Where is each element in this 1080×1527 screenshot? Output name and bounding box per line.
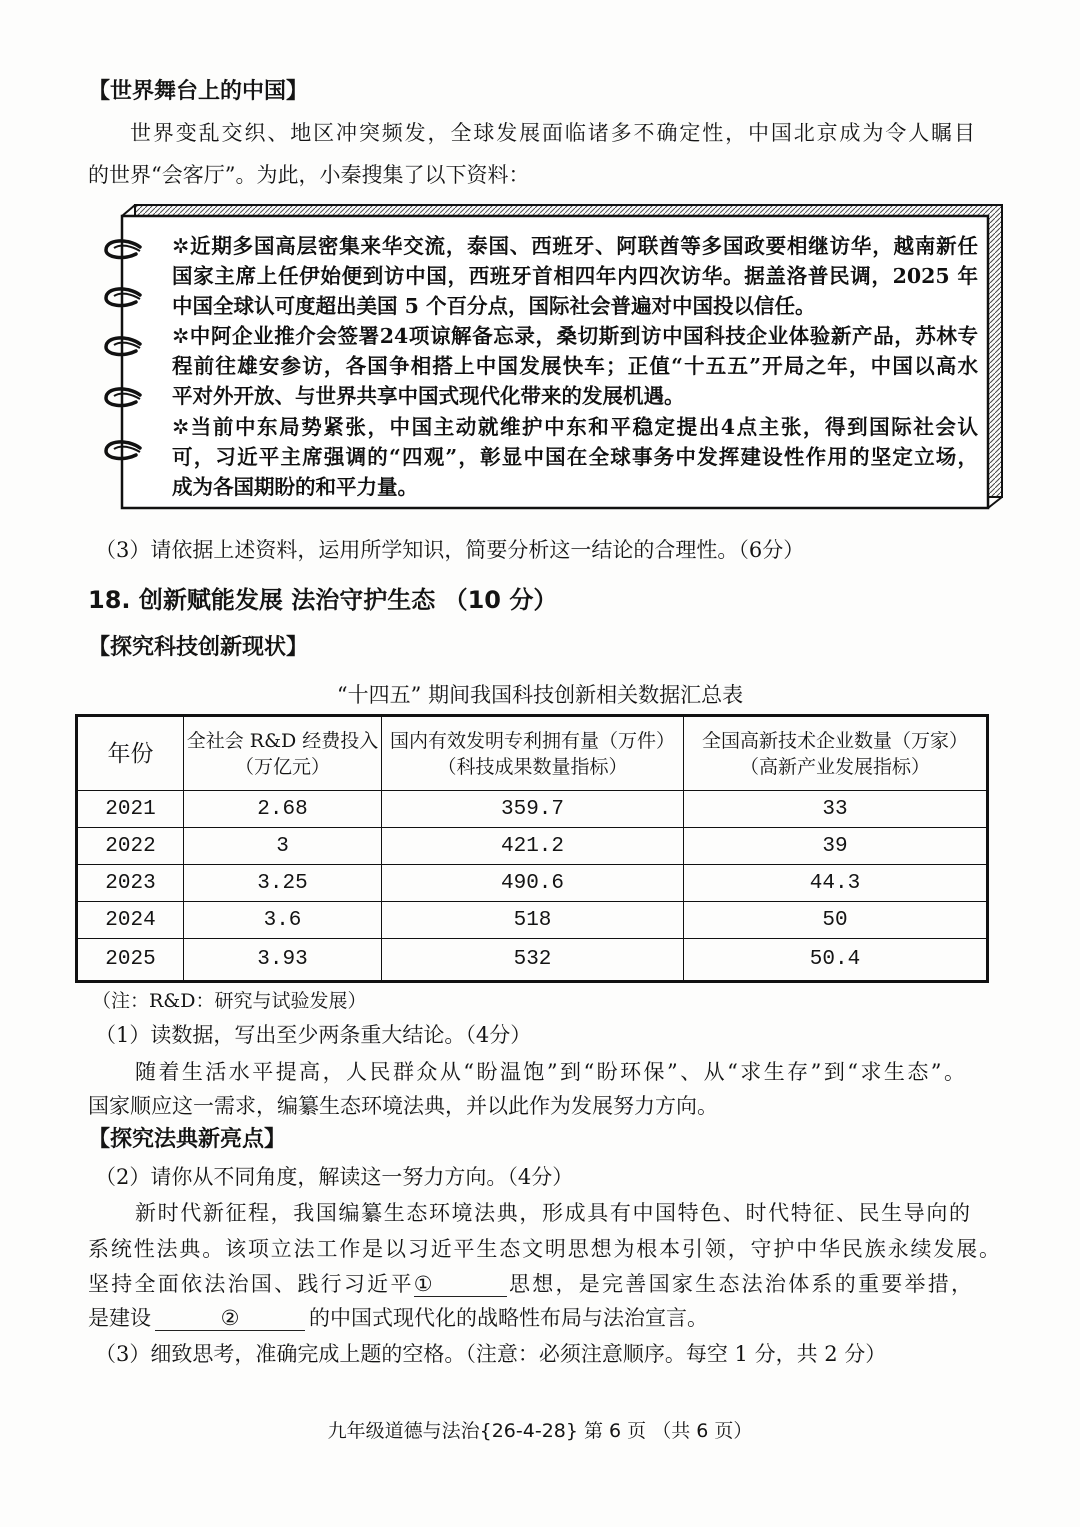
code-paragraph-text: 的中国式现代化的战略性布局与法治宣言。	[309, 1306, 708, 1330]
cell-patents: 518	[382, 902, 684, 939]
material-item-line	[172, 321, 978, 351]
cell-hightech-firms: 44.3	[684, 865, 988, 902]
column-header-patents	[382, 716, 684, 791]
material-item-line	[172, 412, 978, 442]
column-header-label: 全国高新技术企业数量（万家）	[701, 729, 968, 752]
material-text: 近期多国高层密集来华交流，泰国、西班牙、阿联酋等多国政要相继访华，越南新任	[189, 234, 978, 258]
cell-rd-investment: 3.25	[184, 865, 382, 902]
table-row	[77, 828, 988, 865]
material-item-line	[172, 231, 978, 261]
cell-rd-investment: 2.68	[184, 791, 382, 828]
cell-year: 2024	[77, 902, 184, 939]
materials-list	[172, 231, 978, 502]
intro-line: 世界变乱交织、地区冲突频发，全球发展面临诸多不确定性，中国北京成为令人瞩目	[130, 121, 975, 145]
table-row	[77, 902, 988, 939]
tech-innovation-table	[75, 714, 989, 983]
section-heading-world: 【世界舞台上的中国】	[88, 79, 309, 104]
cell-year: 2022	[77, 828, 184, 865]
column-header-rd-investment	[184, 716, 382, 791]
intro-line: 的世界“会客厅”。为此，小秦搜集了以下资料：	[88, 163, 530, 187]
column-header-unit: （高新产业发展指标）	[739, 755, 930, 778]
code-paragraph-line	[88, 1303, 708, 1333]
table-row	[77, 939, 988, 982]
column-header-label: 全社会 R&D 经费投入	[186, 729, 379, 752]
question-18-1: （1）读数据，写出至少两条重大结论。（4分）	[95, 1023, 532, 1047]
cell-patents: 421.2	[382, 828, 684, 865]
section-heading-code: 【探究法典新亮点】	[88, 1127, 287, 1152]
material-item-line: 成为各国期盼的和平力量。	[172, 474, 418, 499]
bullet-icon: ✲	[172, 234, 190, 258]
cell-rd-investment: 3.93	[184, 939, 382, 982]
table-note: （注：R&D：研究与试验发展）	[92, 990, 367, 1012]
cell-rd-investment: 3.6	[184, 902, 382, 939]
question-18-3: （3）细致思考，准确完成上题的空格。（注意：必须注意顺序。每空 1 分，共 2 分）	[95, 1342, 887, 1366]
cell-year: 2021	[77, 791, 184, 828]
column-header-unit: （科技成果数量指标）	[437, 755, 628, 778]
cell-year: 2025	[77, 939, 184, 982]
cell-hightech-firms: 39	[684, 828, 988, 865]
column-header-hightech-firms	[684, 716, 988, 791]
code-paragraph-text: 思想，是完善国家生态法治体系的重要举措，	[506, 1272, 973, 1296]
notebook-corner-edge	[988, 497, 1002, 508]
column-header-label: 国内有效发明专利拥有量（万件）	[389, 729, 675, 752]
cell-hightech-firms: 50	[684, 902, 988, 939]
question-18-title: 18. 创新赋能发展 法治守护生态 （10 分）	[88, 586, 558, 614]
column-header-year	[77, 716, 184, 791]
cell-year: 2023	[77, 865, 184, 902]
question-17-3: （3）请依据上述资料，运用所学知识，简要分析这一结论的合理性。（6分）	[95, 538, 805, 562]
cell-patents: 490.6	[382, 865, 684, 902]
column-header-label: 年份	[107, 740, 154, 767]
cell-rd-investment: 3	[184, 828, 382, 865]
notebook-corner-edge	[122, 205, 135, 216]
context-line: 国家顺应这一需求，编纂生态环境法典，并以此作为发展努力方向。	[88, 1094, 718, 1118]
bullet-icon: ✲	[172, 324, 190, 349]
section-heading-tech: 【探究科技创新现状】	[88, 635, 309, 660]
table-header-row	[77, 716, 988, 791]
fill-blank-2: ②	[155, 1306, 305, 1331]
material-item-line: 平对外开放、与世界共享中国式现代化带来的发展机遇。	[172, 384, 685, 409]
code-paragraph-line: 新时代新征程，我国编纂生态环境法典，形成具有中国特色、时代特征、民生导向的	[135, 1201, 970, 1225]
table-row	[77, 791, 988, 828]
page-footer: 九年级道德与法治{26-4-28} 第 6 页 （共 6 页）	[327, 1420, 753, 1442]
cell-patents: 359.7	[382, 791, 684, 828]
material-text: 当前中东局势紧张，中国主动就维护中东和平稳定提出4点主张，得到国际社会认	[189, 414, 978, 439]
code-paragraph-line: 系统性法典。该项立法工作是以习近平生态文明思想为根本引领，守护中华民族永续发展。	[88, 1237, 1000, 1261]
table-row	[77, 865, 988, 902]
material-item-line: 程前往雄安参访，各国争相搭上中国发展快车；正值“十五五”开局之年，中国以高水	[172, 354, 978, 379]
column-header-unit: （万亿元）	[234, 755, 330, 778]
code-paragraph-text: 坚持全面依法治国、践行习近平	[88, 1272, 414, 1296]
cell-hightech-firms: 50.4	[684, 939, 988, 982]
question-18-2: （2）请你从不同角度，解读这一努力方向。（4分）	[95, 1165, 574, 1189]
cell-hightech-firms: 33	[684, 791, 988, 828]
cell-patents: 532	[382, 939, 684, 982]
code-paragraph-text: 是建设	[88, 1306, 151, 1330]
material-text: 中阿企业推介会签署24项谅解备忘录，桑切斯到访中国科技企业体验新产品，苏林专	[189, 324, 978, 349]
material-item-line: 中国全球认可度超出美国 5 个百分点，国际社会普遍对中国投以信任。	[172, 294, 816, 319]
code-paragraph-line	[88, 1269, 972, 1299]
fill-blank-1: ①	[414, 1272, 507, 1297]
context-line: 随着生活水平提高，人民群众从“盼温饱”到“盼环保”、从“求生存”到“求生态”。	[135, 1060, 965, 1084]
table-title: “十四五” 期间我国科技创新相关数据汇总表	[336, 683, 744, 707]
bullet-icon: ✲	[172, 414, 190, 439]
material-item-line: 国家主席上任伊始便到访中国，西班牙首相四年内四次访华。据盖洛普民调，2025 年	[172, 264, 978, 289]
material-item-line: 可，习近平主席强调的“四观”，彰显中国在全球事务中发挥建设性作用的坚定立场，	[172, 444, 978, 469]
